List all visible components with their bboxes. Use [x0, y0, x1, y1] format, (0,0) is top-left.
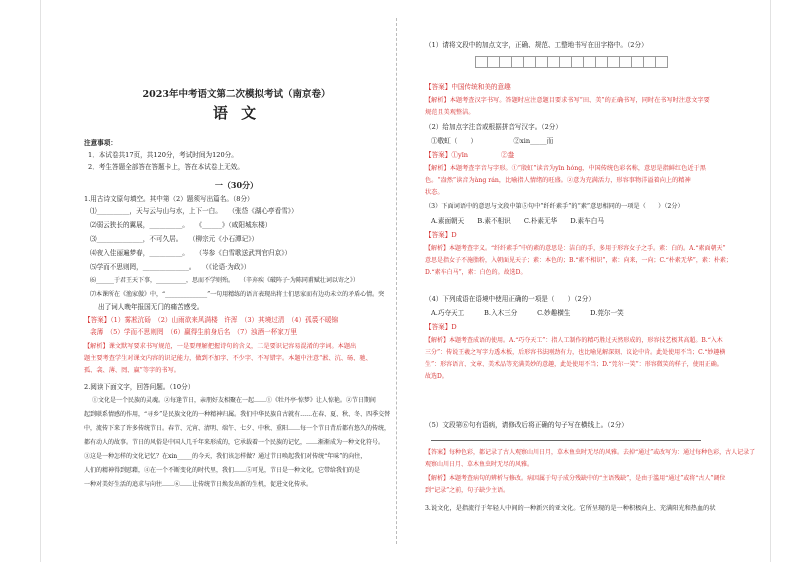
sub1-analysis: 规范且美观整洁。 [425, 109, 475, 116]
q1-line: ⑷夜入佳丽遍梦春，__________。 （岑参《白雪歌送武判官归京》） [90, 249, 292, 257]
sub4-stem: （4）下列成语在语境中使用正确的一项是（ ）（2分） [425, 295, 595, 303]
sub3-options: A.素面朝天 B.素不相识 C.朴素无华 D.素车白马 [431, 217, 604, 225]
q1-line: ⑶______________，不可久居。 （柳宗元《小石潭记》） [90, 235, 259, 243]
sub1-stem: （1）请将文段中的加点文字，正确、规范、工整地书写在田字格中。（2分） [425, 41, 648, 49]
sub1-analysis: 【解析】本题考查汉字书写。答题时应注意题目要求书写“田、美”的正确书写，同时在书写时注意文字要 [425, 97, 710, 104]
q2-paragraph-line: 都有动人的故事。节日的风俗是中国人几千年来形成的，它承载着一个民族的记忆，……渐渐成为一种文化符号。 [84, 439, 385, 446]
q2-paragraph-line: 一种对美好生活的追求与向往……⑥……让传统节日焕发出新的生机，促进文化传承。 [84, 481, 313, 488]
q3-stem: 3.说文化，是指流行于年轻人中间的一种新兴的亚文化。它所呈现的是一种积极向上、充满阳光和热血的状 [425, 505, 716, 512]
sub4-analysis: 三分”：传说王羲之写字力透木板，后形容书法刚劲有力，也比喻见解深刻、议论中肯。此处使用不当；C.“妙趣横 [425, 349, 726, 356]
sub3-analysis: D.“素车白马”，素：白色的。故选D。 [425, 269, 527, 276]
q2-paragraph-line: ③这是一种怎样的文化记忆？在xin_____的今天，我们该怎样做？通过节日唤起我们对传统“年味”的向往， [84, 453, 367, 460]
notice-heading: 注意事项： [84, 139, 117, 147]
sub3-stem: （3）下面词语中的意思与文段中第⑤句中“纤纤素手”的“素”意思相同的一项是（ ）（2分） [425, 203, 684, 210]
sub2-stem: （2）给加点字注音或根据拼音写汉字。（2分） [425, 123, 562, 131]
q2-paragraph-line: 人们的精神得到慰藉，④在一个不断变化的时代里，我们……⑤可见，节日是一种文化，它带给我们的是 [84, 467, 361, 474]
q1-stem: 1.用古诗文原句填空。其中第（2）题须写出篇名。（8分） [84, 195, 254, 203]
sub3-answer: 【答案】D [425, 231, 457, 239]
exam-title: 2023年中考语文第二次模拟考试（南京卷） [142, 89, 331, 100]
q1-answer: 衾薄 （5）学而不思则罔 （6）赢得生前身后名 （7）浊酒一杯家万里 [90, 328, 298, 336]
sub2-analysis: 状态。 [425, 189, 444, 196]
tianzige-grid [475, 56, 667, 68]
sub1-answer: 【答案】中国传统和美的意趣 [425, 83, 511, 91]
sub5-answer: 观察山川日月、草木鱼虫时无尽的风雅。 [425, 461, 534, 468]
q1-line: ⑹______于君王天下事，__________，思而不学则殆。 （辛弃疾《破阵子·为陈同甫赋壮词以寄之》） [90, 277, 359, 284]
q1-line: ⑵弱云狭长的翼展，__________。 《______》（咸阳城东楼） [90, 221, 272, 229]
sub5-stem: （5）文段第⑥句有语病，请修改后将正确的句子写在横线上。（2分） [425, 421, 628, 429]
q1-line: 出了词人晚年报国无门的痛苦感受。 [98, 303, 204, 311]
sub2-items: ①敬虹（ ） ②xin_____而 [431, 137, 554, 145]
q1-analysis: 【解析】课文默写要求书写规范，一是要理解把握诗句的含义，二是要识记容易混淆的字词。本题出 [84, 343, 357, 350]
right-column [425, 0, 756, 562]
subject-title: 语 文 [212, 104, 261, 122]
page-edge-left [40, 0, 41, 562]
sub4-options: A.巧夺天工 B.入木三分 C.妙趣横生 D.莞尔一笑 [431, 309, 624, 317]
left-column [84, 0, 389, 562]
sub2-analysis: 【解析】本题考查字音与字形。①“殷虹”读音为yīn hóng，中国传统色彩名称，意思是指鲜红色近于黑 [425, 165, 706, 172]
sub4-answer: 【答案】D [425, 323, 457, 331]
section-heading: 一（30分） [214, 180, 259, 190]
q1-analysis: 孤、衾、薄、罔、赢”等字的书写。 [84, 367, 180, 374]
grid-cell[interactable] [655, 56, 668, 68]
sub4-analysis: 【解析】本题考查成语的使用。A.“巧夺天工”：指人工制作的精巧胜过天然形成的，形容技艺极其高超。B.“入木 [425, 337, 723, 344]
q1-answer: 【答案】（1）雾凇沆砀 （2）山雨欲来风满楼 许浑 （3）其境过清 （4）孤裘不暖锦 [84, 316, 339, 324]
answer-line [431, 440, 701, 441]
notice-item-2: 2．考生答题全部答在答题卡上，答在本试卷上无效。 [88, 163, 244, 171]
sub2-answer: 【答案】①yīn ②盎 [425, 151, 515, 159]
sub5-analysis: 到“记录”之前，句子缺少主语。 [425, 487, 510, 494]
q1-analysis: 题主要考查学生对课文内容的识记能力，做到不加字、不少字、不写错字。本题中注意“淞、沆、砀、驰、 [84, 355, 372, 362]
q1-line: ⑴__________，天与云与山与水，上下一白。 （张岱《湖心亭看雪》） [90, 207, 298, 215]
sub4-analysis: 故选D。 [425, 373, 448, 380]
q2-paragraph-line: 中，流传下来了许多传统节日。春节、元宵、清明、端午、七夕、中秋、重阳……每一个节日背后都有悠久的传统， [84, 425, 391, 432]
q2-stem: 2.阅读下面文字，回答问题。（10分） [84, 383, 195, 391]
q1-line: ⑸学而不思则罔，______________。 （《论语·为政》） [90, 263, 251, 271]
q2-paragraph-line: 起到联系情感的作用，“寻乡”是民族文化的一种精神归属。我们中华民族自古就有……在春、夏、秋、冬、四季交替 [84, 411, 391, 418]
q2-paragraph-line: ①文化是一个民族的灵魂。②每逢节日，亲朋好友相聚在一起……①《牡丹亭·惊梦》让人惊艳。②节日期间 [92, 397, 376, 404]
sub4-analysis: 生”：形容语言、文章、美术品等充满美妙的意趣，此处使用不当；D.“莞尔一笑”：形容微笑的样子，使用正确。 [425, 361, 723, 368]
sub3-analysis: 【解析】本题考查字义。“纤纤素手”中的素的意思是：洁白的手，多用于形容女子之手。素：白的。A.“素面朝天” [425, 245, 726, 252]
fold-divider [396, 18, 397, 544]
q1-line: ⑺本课所在《渔家傲》中，“______________”一句用精练的语言表现出将士们思家而有边功未立的矛盾心情。突 [90, 291, 385, 298]
sub2-analysis: 色。“盎然”读音为àng rán，比喻指人情绪的旺盛。②意为充满活力，形容事物洋溢着向上的精神 [425, 177, 691, 184]
sub3-analysis: 意思是指女子不施脂粉，入朝面见天子；素：本色的；B.“素不相识”，素：向来，一向；C.“朴素无华”，素：朴素； [425, 257, 732, 264]
sub5-answer: 【答案】每种色彩，都记录了古人观察山川日月，草木鱼虫时无尽的风雅。去掉“通过”或改写为：通过每种色彩，古人记录了 [425, 449, 756, 456]
sub5-analysis: 【解析】本题考查病句的辨析与修改。病因属于句子成分残缺中的“主语残缺”，是由于滥用“通过”或将“古人”调位 [425, 475, 726, 482]
page-edge-right [770, 0, 771, 562]
notice-item-1: 1．本试卷共17页，共120分，考试时间为120分。 [88, 151, 238, 159]
